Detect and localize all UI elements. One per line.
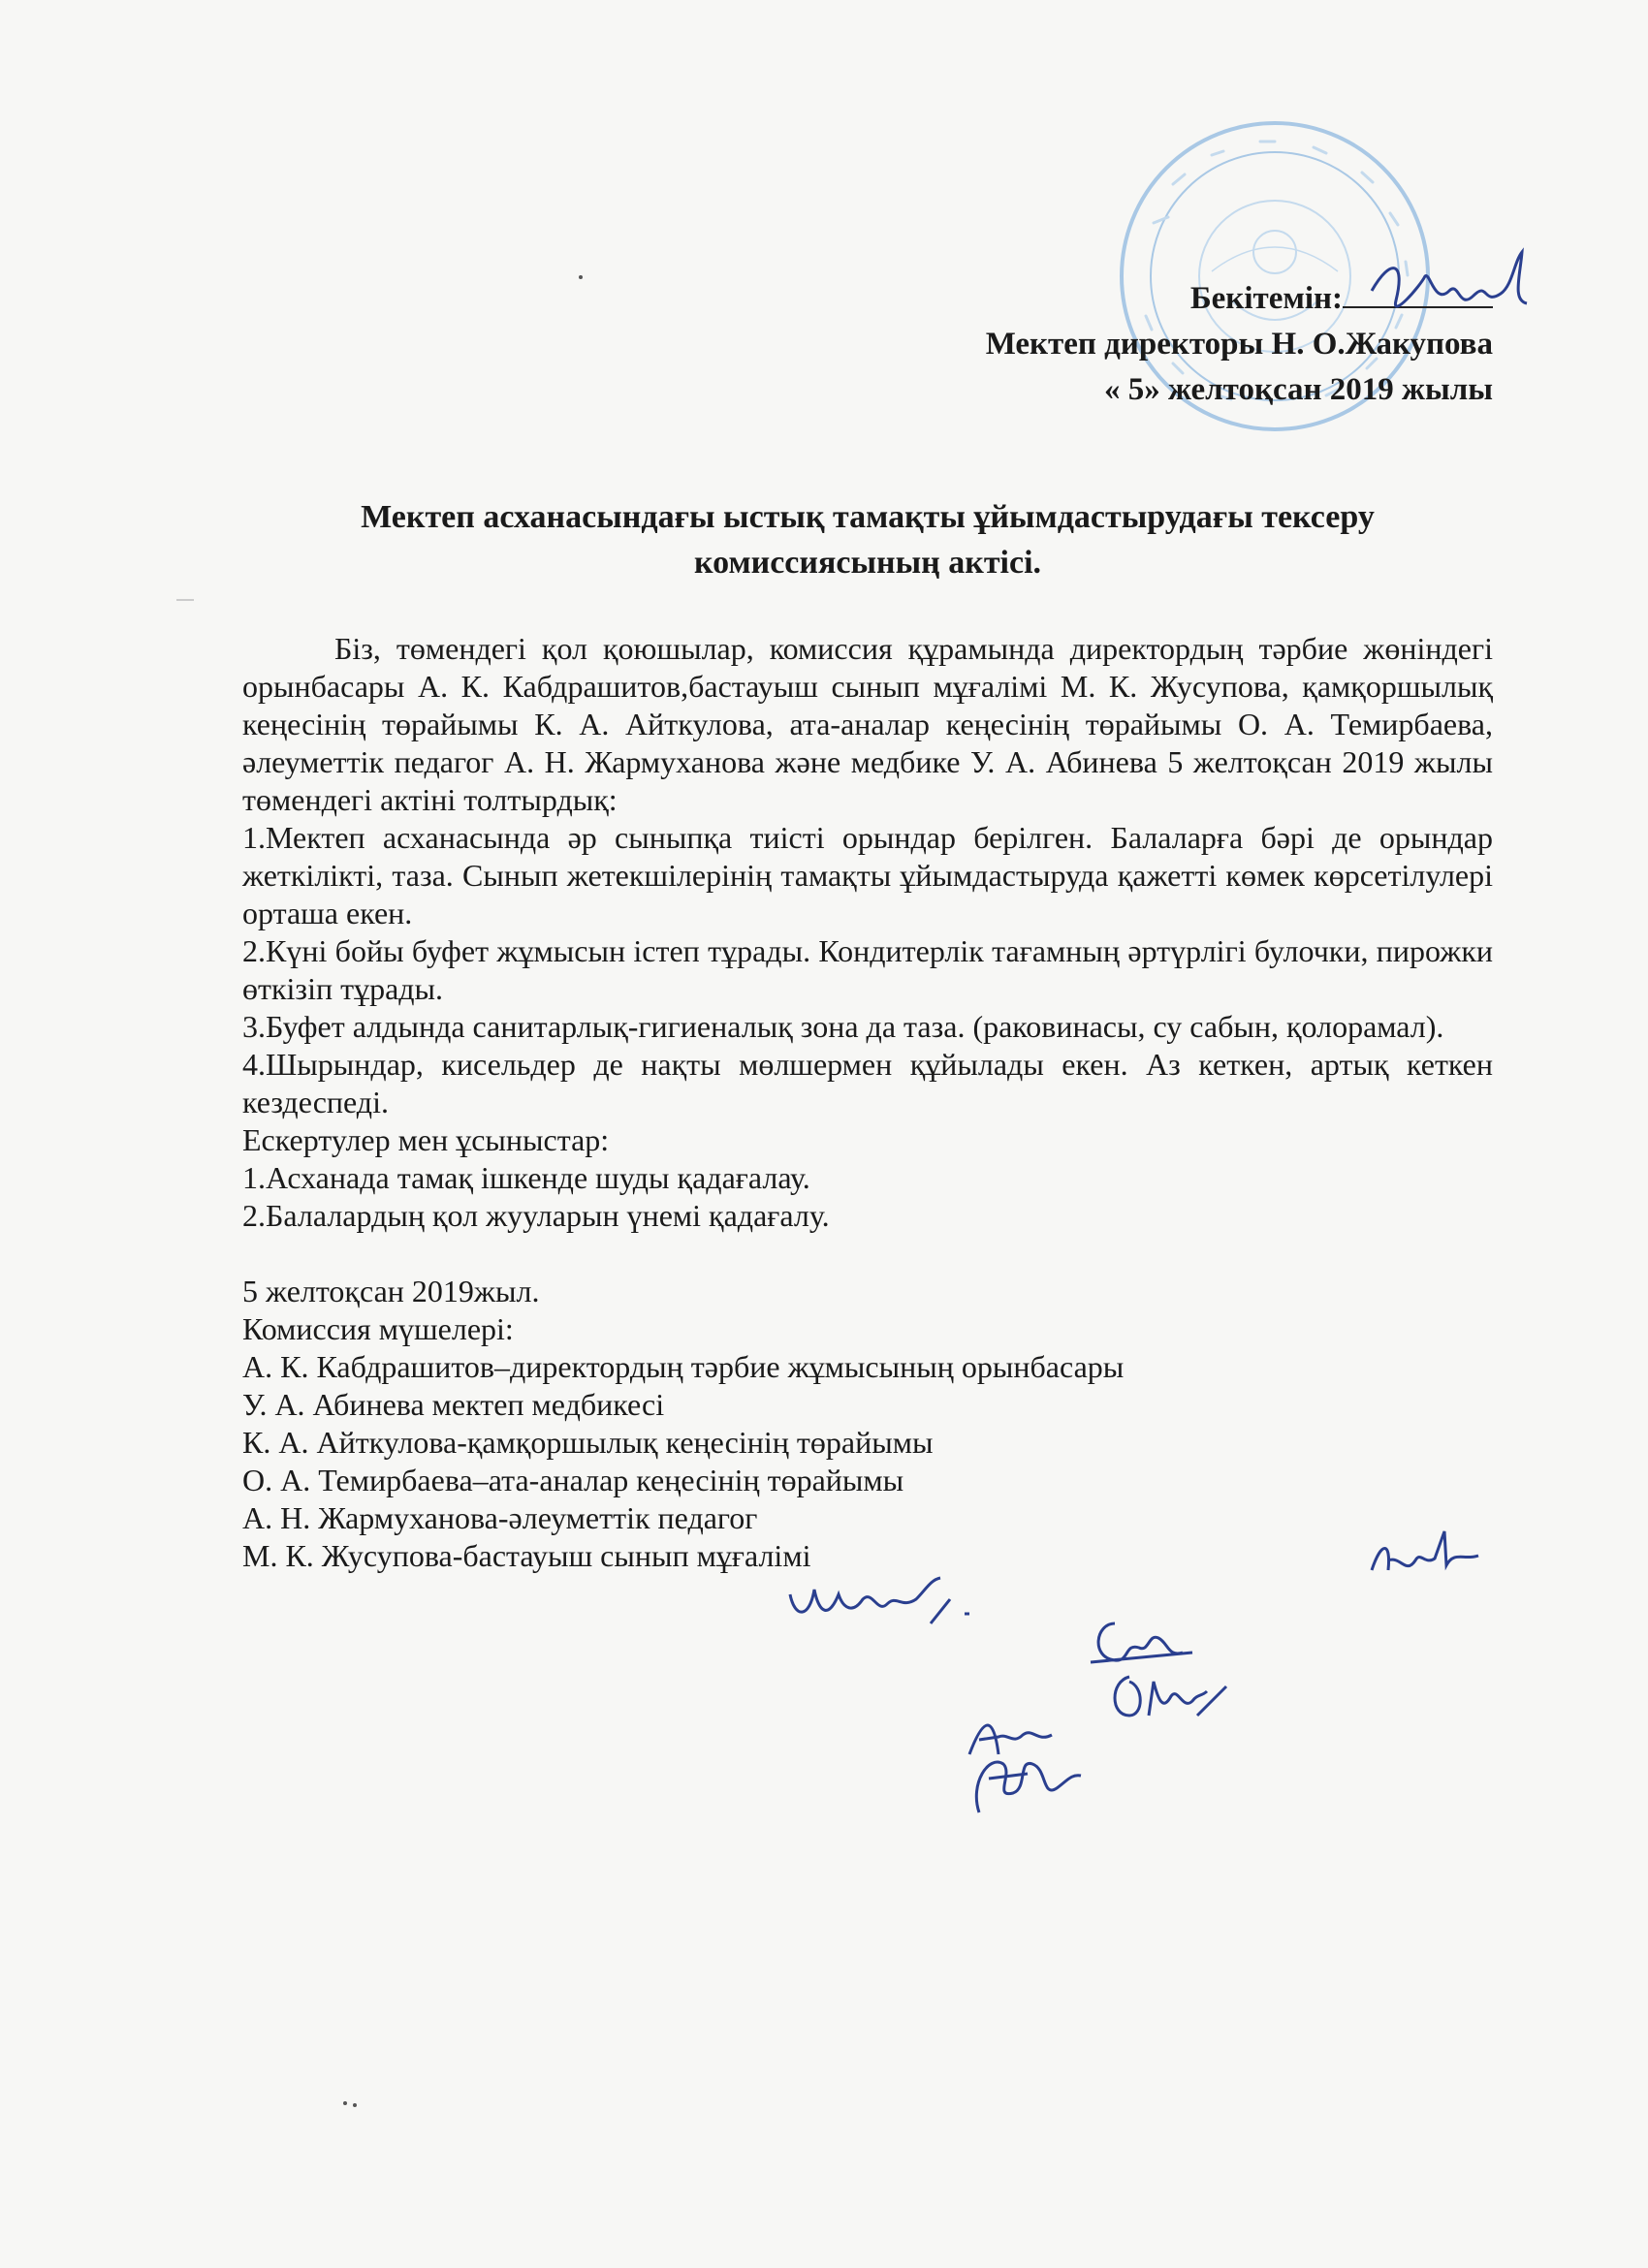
title-line-1: Мектеп асханасындағы ыстық тамақты ұйымдастырудағы тексеру [361, 499, 1375, 535]
spacer [242, 1235, 1493, 1273]
member-line: К. А. Айткулова-қамқоршылық кеңесінің төрайымы [242, 1425, 934, 1460]
finding-item: 2.Күні бойы буфет жұмысын істеп тұрады. Кондитерлік тағамның әртүрлігі булочки, пирожки өткізіп тұрады. [242, 933, 1493, 1006]
scan-speck [579, 275, 583, 279]
closing-date: 5 желтоқсан 2019жыл. [242, 1274, 540, 1308]
remark-item: 1.Асханада тамақ ішкенде шуды қадағалау. [242, 1160, 810, 1195]
member-signature [1367, 1522, 1483, 1590]
finding-item: 3.Буфет алдында санитарлық-гигиеналық зона да таза. (раковинасы, су сабын, қолорамал). [242, 1009, 1444, 1044]
member-signature [1105, 1667, 1231, 1730]
member-line: О. А. Темирбаева–ата-аналар кеңесінің төрайымы [242, 1463, 904, 1497]
director-name: Мектеп директоры Н. О.Жакупова [985, 327, 1493, 362]
member-signature [785, 1570, 979, 1638]
finding-item: 4.Шырындар, кисельдер де нақты мөлшермен құйылады екен. Аз кеткен, артық кеткен кездеспеді. [242, 1047, 1493, 1119]
scan-speck [343, 2101, 347, 2105]
finding-item: 1.Мектеп асханасында әр сыныпқа тиісті орындар берілген. Балаларға бәрі де орындар жеткілікті, таза. Сынып жетекшілерінің тамақты ұйымдастыруда қажетті көмек көрсетілулері орташа екен. [242, 820, 1493, 930]
member-signature [1086, 1614, 1202, 1672]
member-line: А. Н. Жармуханова-әлеуметтік педагог [242, 1500, 758, 1535]
document-title [242, 494, 1493, 585]
members-heading: Комиссия мүшелері: [242, 1311, 514, 1346]
member-line: М. К. Жусупова-бастауыш сынып мұғалімі [242, 1538, 811, 1573]
approval-date: « 5» желтоқсан 2019 жылы [1104, 372, 1493, 407]
scan-speck [353, 2103, 357, 2107]
member-signature [960, 1745, 1086, 1817]
member-line: У. А. Абинева мектеп медбикесі [242, 1387, 665, 1422]
title-line-2: комиссиясының актісі. [693, 545, 1042, 581]
remark-item: 2.Балалардың қол жууларын үнемі қадағалу. [242, 1198, 830, 1233]
margin-mark [176, 599, 194, 601]
approval-label: Бекітемін: [1189, 281, 1343, 316]
director-signature [1367, 247, 1532, 330]
member-line: А. К. Кабдрашитов–директордың тәрбие жұмысының орынбасары [242, 1349, 1125, 1384]
document-body [242, 630, 1493, 1575]
intro-paragraph: Біз, төмендегі қол қоюшылар, комиссия құрамында директордың тәрбие жөніндегі орынбасары А. К. Кабдрашитов,бастауыш сынып мұғалімі М. К. Жусупова, қамқоршылық кеңесінің төрайымы К. А. Айткулова, ата-аналар кеңесінің төрайымы О. А. Темирбаева, әлеуметтік педагог А. Н. Жармуханова және медбике У. А. Абинева 5 желтоқсан 2019 жылы төмендегі актіні толтырдық: [242, 631, 1493, 817]
remarks-heading: Ескертулер мен ұсыныстар: [242, 1122, 610, 1157]
